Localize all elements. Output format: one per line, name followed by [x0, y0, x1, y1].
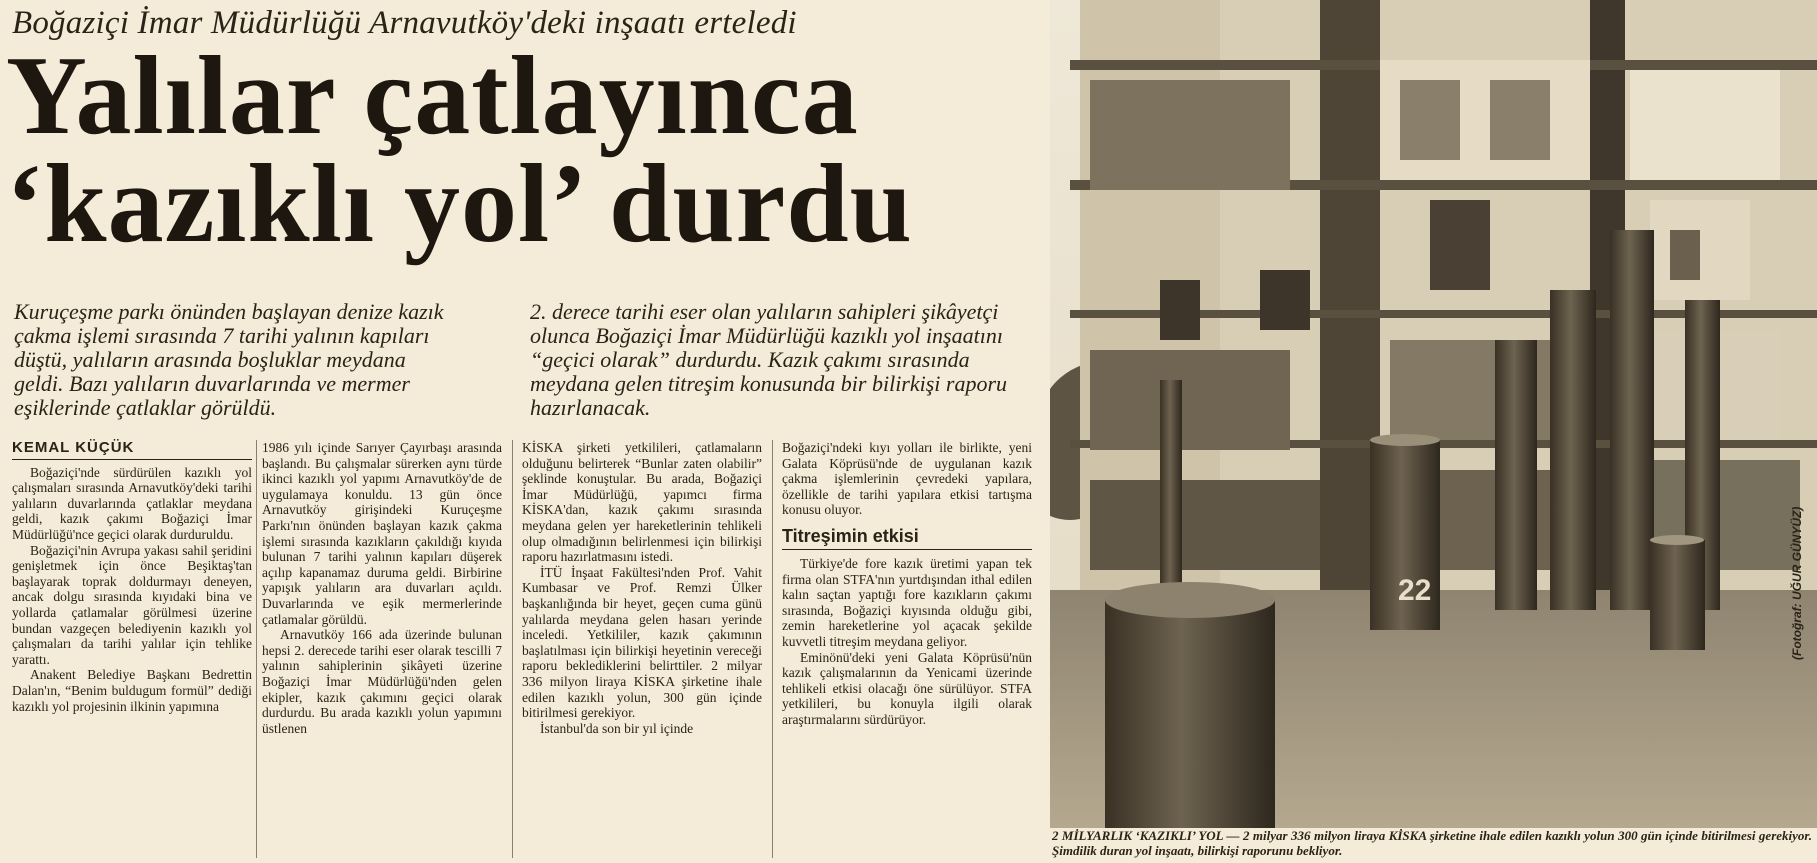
column-rule — [772, 440, 773, 858]
article-headline — [6, 34, 1046, 266]
text-column-2 — [262, 440, 502, 736]
paragraph: İTÜ İnşaat Fakültesi'nden Prof. Vahit Kumbasar ve Prof. Remzi Ülker başkanlığında bir heyet, geçen cuma günü yalılarda meydana gelen hasarı yerinde inceledi. Yetkililer, kazık çakımının başlatılması için bilirkişi heyetinin vereceği raporu beklediklerini belirttiler. 2 milyar 336 milyon liraya KİSKA şirketine ihale edilen kazıklı yolun, 300 gün içinde bitirilmesi gerekiyor. — [522, 564, 762, 721]
paragraph: İstanbul'da son bir yıl içinde — [540, 720, 694, 736]
paragraph: 1986 yılı içinde Sarıyer Çayırbaşı arasında başlandı. Bu çalışmalar sürerken aynı türde ikinci kazıklı yol yapımı Arnavutköy'de de uygulamaya konuldu. 13 gün önce Arnavutköy girişindeki Kuruçeşme Parkı'nın önünden başlayan kazık çakma işlemi sırasında kazıkların çakıldığı kıyıda bulunan 7 tarihi yalının kapıları düşerek açılıp kapanamaz duruma geldi. Birbirine yapışık yalıların ara duvarları açıldı. Duvarlarında ve eşik mermerlerinde çatlamalar görüldü. — [262, 440, 502, 627]
photo-caption: 2 MİLYARLIK ‘KAZIKLI’ YOL — 2 milyar 336 milyon liraya KİSKA şirketine ihale edilen kazıklı yolun 300 gün içinde bitirilmesi gerekiyor. Şimdilik duran yol inşaatı, bilirkişi raporunu bekliyor. — [1052, 828, 1812, 858]
paragraph: Boğaziçi'nde sürdürülen kazıklı yol çalışmaları sırasında Arnavutköy'deki tarihi yalıların duvarlarında çatlaklar meydana geldi, kazık çakımı Boğaziçi İmar Müdürlüğü'nce geçici olarak durduruldu. — [12, 464, 252, 542]
paragraph: Türkiye'de fore kazık üretimi yapan tek firma olan STFA'nın yurtdışından ithal edilen kalın saçtan yaptığı fore kazıkların çakımı sırasında, Boğaziçi kıyısında olduğu gibi, zemin hareketlerine yol açacak şekilde kuvvetli titreşim meydana geliyor. — [782, 555, 1032, 649]
paragraph: Eminönü'deki yeni Galata Köprüsü'nün kazık çalışmalarının da Yenicami üzerinde tehlikeli etkisi olacağı öne sürülüyor. STFA yetkilileri, bu konuyla ilgili olarak araştırmalarını sürdürüyor. — [782, 649, 1032, 727]
subheading: Titreşimin etkisi — [782, 522, 1032, 550]
news-photo — [1050, 0, 1817, 828]
byline: KEMAL KÜÇÜK — [12, 440, 252, 460]
headline-line-1: Yalılar çatlayınca — [6, 34, 859, 158]
paragraph: KİSKA şirketi yetkilileri, çatlamaların olduğunu belirterek “Bunlar zaten olabilir” şeklinde konuştular. Bu arada, Boğaziçi İmar Müdürlüğü, yapımcı firma KİSKA'dan, kazık çakımı sırasında meydana gelen yer hareketlerinin tehlikeli olup olmadığının belirlenmesi için bilirkişi raporu hazırlatmasını istedi. — [522, 440, 762, 565]
deck-left: Kuruçeşme parkı önünden başlayan denize kazık çakma işlemi sırasında 7 tarihi yalının kapıları düştü, yalıların arasında boşluklar meydana geldi. Bazı yalıların duvarlarında ve mermer eşiklerinde çatlaklar görüldü. — [14, 299, 444, 420]
paragraph: Boğaziçi'ndeki kıyı yolları ile birlikte, yeni Galata Köprüsü'nde de uygulanan kazık çakma işlemlerinin çevredeki yapılara, özellikle de tarihi yapılara etkisi tartışma konusu oluyor. — [782, 440, 1032, 518]
headline-line-2: ‘kazıklı yol’ durdu — [6, 142, 913, 266]
paragraph: Boğaziçi'nin Avrupa yakası sahil şeridini genişletmek için önce Beşiktaş'tan başlayarak toprak doldurmayı deneyen, ancak dolgu sırasında kıyıdaki bina ve yollarda çatlamalar görülmesi üzerine bundan vazgeçen belediyenin kazıklı yol çalışmaları da tarihi yalılar için tehlike yarattı. — [12, 542, 252, 667]
column-rule — [512, 440, 513, 858]
article-kicker: Boğaziçi İmar Müdürlüğü Arnavutköy'deki inşaatı erteledi — [12, 5, 797, 41]
text-column-1 — [12, 440, 252, 714]
paragraph: Arnavutköy 166 ada üzerinde bulunan hepsi 2. derecede tarihi eser olarak tescilli 7 yalının sahiplerinin şikâyeti üzerine Boğaziçi İmar Müdürlüğü'nden gelen ekipler, kazık çakımını geçici olarak durdurdu. Bu arada kazıklı yolun yapımını üstlenen — [262, 627, 502, 736]
paragraph: Anakent Belediye Başkanı Bedrettin Dalan'ın, “Benim buldugum formül” dediği kazıklı yol projesinin ilkinin yapımına — [12, 667, 252, 714]
column-rule — [256, 440, 257, 858]
deck-right: 2. derece tarihi eser olan yalıların sahipleri şikâyetçi olunca Boğaziçi İmar Müdürlüğü kazıklı yol inşaatını “geçici olarak” durdurdu. Kazık çakımı sırasında meydana gelen titreşim konusunda bir bilirkişi raporu hazırlanacak. — [530, 299, 1008, 420]
text-column-3 — [522, 440, 762, 736]
text-column-4 — [782, 440, 1032, 728]
photo-credit: (Fotoğraf: UĞUR GÜNYÜZ) — [1790, 506, 1804, 660]
pile-number: 22 — [1398, 574, 1432, 607]
photo-illustration — [1050, 0, 1817, 828]
